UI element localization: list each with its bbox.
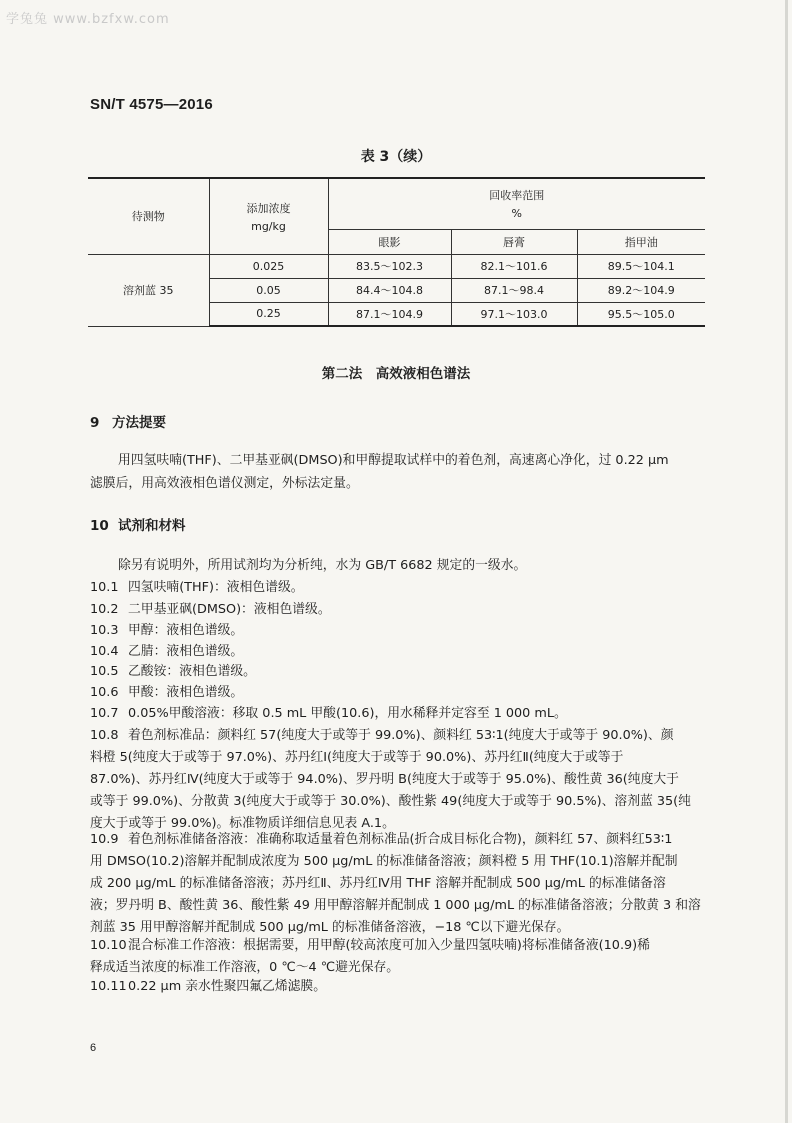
table-cell: 83.5～102.3 xyxy=(328,254,451,278)
table-title: 表 3（续） xyxy=(360,149,432,165)
paragraph-9-line2: 滤膜后，用高效液相色谱仪测定，外标法定量。 xyxy=(90,476,359,491)
item-line: 剂蓝 35 用甲醇溶解并配制成 500 μg/mL 的标准储备溶液，−18 ℃以下避光保存。 xyxy=(90,920,570,935)
item-number: 10.8 xyxy=(90,728,119,743)
item-line xyxy=(90,829,706,851)
heading-number: 10 xyxy=(90,518,109,534)
heading-10 xyxy=(90,514,186,534)
item-line xyxy=(90,725,706,747)
item-line: 或等于 99.0%)、分散黄 3(纯度大于或等于 30.0%)、酸性紫 49(纯度大于或等于 90.5%)、溶剂蓝 35(纯 xyxy=(90,794,691,809)
item-line: 料橙 5(纯度大于或等于 97.0%)、苏丹红Ⅰ(纯度大于或等于 90.0%)、苏丹红Ⅱ(纯度大于或等于 xyxy=(90,750,624,765)
list-item-10-9 xyxy=(90,829,706,939)
item-number: 10.1 xyxy=(90,580,119,595)
item-text: 乙酸铵：液相色谱级。 xyxy=(128,664,256,679)
item-text: 四氢呋喃(THF)：液相色谱级。 xyxy=(128,580,304,595)
header-nail-polish: 指甲油 xyxy=(577,229,705,254)
recovery-table xyxy=(88,177,705,327)
item-text: 甲醇：液相色谱级。 xyxy=(128,623,244,638)
header-recovery xyxy=(328,178,705,229)
header-lipstick: 唇膏 xyxy=(451,229,577,254)
table-cell: 97.1～103.0 xyxy=(451,302,577,326)
list-item-10-4 xyxy=(90,641,706,663)
list-item-10-6 xyxy=(90,682,706,704)
item-line: 87.0%)、苏丹红Ⅳ(纯度大于或等于 94.0%)、罗丹明 B(纯度大于或等于 95.0%)、酸性黄 36(纯度大于 xyxy=(90,772,679,787)
list-item-10-7 xyxy=(90,703,706,725)
item-line: 成 200 μg/mL 的标准储备溶液；苏丹红Ⅱ、苏丹红Ⅳ用 THF 溶解并配制成 500 μg/mL 的标准储备溶 xyxy=(90,876,666,891)
heading-number: 9 xyxy=(90,415,100,431)
item-text: 着色剂标准储备溶液：准确称取适量着色剂标准品(折合成目标化合物)，颜料红 57、颜料红53∶1 xyxy=(128,832,673,847)
item-number: 10.6 xyxy=(90,685,119,700)
item-line: 用 DMSO(10.2)溶解并配制成浓度为 500 μg/mL 的标准储备溶液；颜料橙 5 用 THF(10.1)溶解并配制 xyxy=(90,854,678,869)
table-cell: 0.25 xyxy=(209,302,328,326)
item-text: 0.05%甲酸溶液：移取 0.5 mL 甲酸(10.6)，用水稀释并定容至 1 000 mL。 xyxy=(128,706,567,721)
table-cell: 89.2～104.9 xyxy=(577,278,705,302)
table-cell: 82.1～101.6 xyxy=(451,254,577,278)
item-text: 甲酸：液相色谱级。 xyxy=(128,685,244,700)
header-concentration-unit: mg/kg xyxy=(251,219,286,233)
item-number: 10.3 xyxy=(90,623,119,638)
list-item-10-10 xyxy=(90,935,706,979)
item-number: 10.5 xyxy=(90,664,119,679)
page-number: 6 xyxy=(90,1042,97,1054)
header-concentration-label: 添加浓度 xyxy=(246,201,291,215)
item-number: 10.7 xyxy=(90,706,119,721)
paragraph-10: 除另有说明外，所用试剂均为分析纯，水为 GB/T 6682 规定的一级水。 xyxy=(118,558,527,573)
item-text: 乙腈：液相色谱级。 xyxy=(128,644,244,659)
list-item-10-8 xyxy=(90,725,706,835)
header-recovery-label: 回收率范围 xyxy=(489,189,545,203)
list-item-10-2 xyxy=(90,599,706,621)
heading-text: 试剂和材料 xyxy=(118,518,186,534)
header-eyeshadow: 眼影 xyxy=(328,229,451,254)
item-text: 二甲基亚砜(DMSO)：液相色谱级。 xyxy=(128,602,331,617)
table-row xyxy=(88,254,705,278)
header-concentration xyxy=(209,178,328,254)
header-analyte: 待测物 xyxy=(88,178,209,254)
item-text: 混合标准工作溶液：根据需要，用甲醇(较高浓度可加入少量四氢呋喃)将标准储备液(10.9)稀 xyxy=(128,938,650,953)
item-line: 度大于或等于 99.0%)。标准物质详细信息见表 A.1。 xyxy=(90,816,395,831)
page-edge-shadow xyxy=(785,0,788,1123)
item-number: 10.9 xyxy=(90,832,119,847)
item-number: 10.2 xyxy=(90,602,119,617)
table-cell: 0.05 xyxy=(209,278,328,302)
item-text: 着色剂标准品：颜料红 57(纯度大于或等于 99.0%)、颜料红 53∶1(纯度大于或等于 90.0%)、颜 xyxy=(128,728,674,743)
document-id: SN/T 4575—2016 xyxy=(90,96,213,113)
table-cell: 89.5～104.1 xyxy=(577,254,705,278)
item-line xyxy=(90,935,706,957)
list-item-10-11 xyxy=(90,976,706,998)
table-cell: 87.1～104.9 xyxy=(328,302,451,326)
item-number: 10.11 xyxy=(90,979,127,994)
item-text: 0.22 μm 亲水性聚四氟乙烯滤膜。 xyxy=(128,979,327,994)
paragraph-9-line1: 用四氢呋喃(THF)、二甲基亚砜(DMSO)和甲醇提取试样中的着色剂，高速离心净化，过 0.22 μm xyxy=(118,453,669,468)
item-number: 10.4 xyxy=(90,644,119,659)
section-title: 第二法 高效液相色谱法 xyxy=(321,366,471,382)
analyte-cell: 溶剂蓝 35 xyxy=(88,254,209,326)
table-cell: 87.1～98.4 xyxy=(451,278,577,302)
item-line: 液；罗丹明 B、酸性黄 36、酸性紫 49 用甲醇溶解并配制成 1 000 μg/mL 的标准储备溶液；分散黄 3 和溶 xyxy=(90,898,701,913)
heading-text: 方法提要 xyxy=(112,415,166,431)
item-line: 释成适当浓度的标准工作溶液，0 ℃～4 ℃避光保存。 xyxy=(90,960,400,975)
table-cell: 84.4～104.8 xyxy=(328,278,451,302)
watermark: 学兔兔 www.bzfxw.com xyxy=(6,12,170,27)
list-item-10-5 xyxy=(90,661,706,683)
header-recovery-unit: % xyxy=(511,207,522,221)
item-number: 10.10 xyxy=(90,938,127,953)
table-cell: 0.025 xyxy=(209,254,328,278)
list-item-10-1 xyxy=(90,577,706,599)
heading-9 xyxy=(90,411,166,431)
list-item-10-3 xyxy=(90,620,706,642)
table-cell: 95.5～105.0 xyxy=(577,302,705,326)
